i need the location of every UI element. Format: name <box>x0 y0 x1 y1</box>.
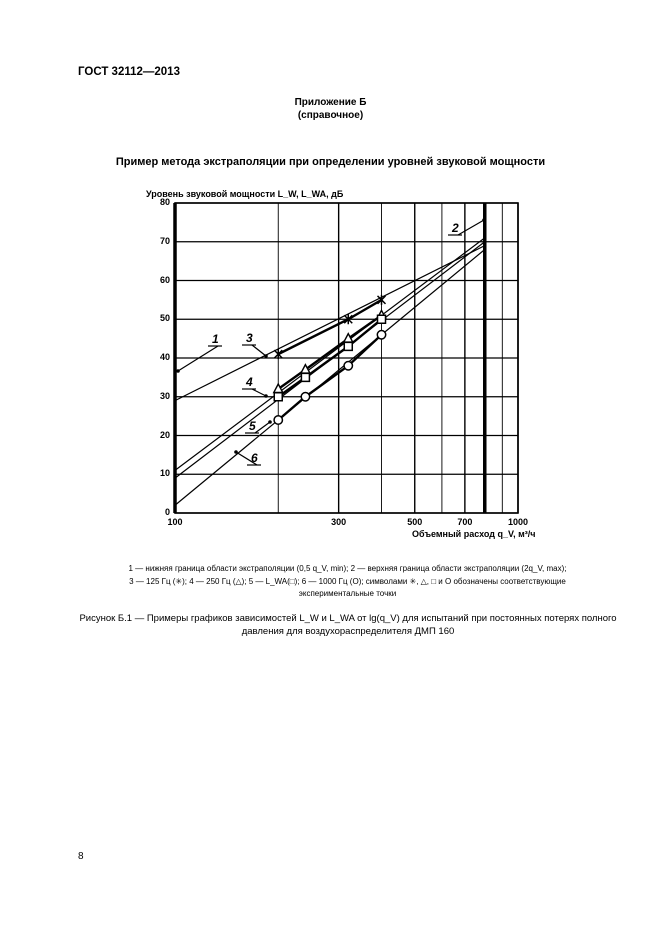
y-tick-label: 10 <box>159 468 170 479</box>
figure-caption-line-1: Рисунок Б.1 — Примеры графиков зависимостей L_W и L_WA от lg(q_V) для испытаний при постоянных потерях полного <box>79 613 617 624</box>
page-number: 8 <box>78 851 84 862</box>
leader-arrowhead-3 <box>264 354 268 358</box>
curve-label-4: 4 <box>246 375 253 389</box>
leader-line-2 <box>458 220 484 235</box>
legend-line-1: 1 — нижняя граница области экстраполяции (0,5 q_V, min); 2 — верхняя граница области экстраполяции (2q_V, max); <box>128 564 567 573</box>
y-axis-label: Уровень звуковой мощности L_W, L_WA, дБ <box>146 189 344 199</box>
leader-arrowhead-5 <box>268 420 272 424</box>
x-tick-label: 1000 <box>507 517 529 527</box>
y-tick-label: 40 <box>159 352 170 362</box>
leader-line-4 <box>252 389 266 396</box>
data-point-6-3 <box>344 362 352 370</box>
x-tick-label: 700 <box>457 517 473 527</box>
x-axis-label: Объемный расход q_V, м³/ч <box>412 529 536 539</box>
y-tick-label: 70 <box>159 235 170 246</box>
leader-arrowhead-1 <box>176 369 180 373</box>
x-tick-label: 300 <box>331 517 347 527</box>
annex-title: Приложение Б <box>294 97 367 108</box>
leader-arrowhead-2 <box>482 218 486 222</box>
y-tick-label: 30 <box>159 390 170 401</box>
legend-line-3: экспериментальные точки <box>298 589 397 598</box>
curve-label-5: 5 <box>249 419 256 433</box>
data-point-5-4 <box>378 315 386 323</box>
y-tick-label: 60 <box>159 274 170 285</box>
y-tick-label: 0 <box>164 507 170 517</box>
x-tick-label: 100 <box>167 517 183 527</box>
y-tick-label: 80 <box>159 197 170 207</box>
data-point-5-1 <box>274 393 282 401</box>
curve-label-1: 1 <box>212 332 219 346</box>
figure-caption-line-2: давления для воздухораспределителя ДМП 160 <box>241 626 455 637</box>
y-tick-label: 50 <box>159 313 170 324</box>
leader-line-5 <box>255 422 270 433</box>
data-point-6-2 <box>301 393 309 401</box>
standard-header: ГОСТ 32112—2013 <box>78 66 180 78</box>
data-point-3-1 <box>274 349 282 359</box>
figure-title: Пример метода экстраполяции при определении уровней звуковой мощности <box>115 156 546 168</box>
curve-label-2: 2 <box>452 221 459 235</box>
data-point-4-1 <box>274 384 283 393</box>
data-point-5-3 <box>344 342 352 350</box>
y-tick-label: 20 <box>159 429 170 440</box>
curve-label-6: 6 <box>251 451 258 465</box>
leader-arrowhead-4 <box>264 394 268 398</box>
legend-line-2: 3 — 125 Гц (✳); 4 — 250 Гц (△); 5 — L_WA(□); 6 — 1000 Гц (О); символами ✳, △, □ и О обозначены соответствующие <box>129 577 566 586</box>
data-point-5-2 <box>301 373 309 381</box>
data-point-6-1 <box>274 416 282 424</box>
curve-label-3: 3 <box>246 331 253 345</box>
annex-status: (справочное) <box>297 110 364 121</box>
leader-line-3 <box>252 345 266 356</box>
data-point-6-4 <box>377 331 385 339</box>
x-tick-label: 500 <box>407 517 423 527</box>
leader-arrowhead-6 <box>234 450 238 454</box>
data-point-3-3 <box>378 295 386 305</box>
